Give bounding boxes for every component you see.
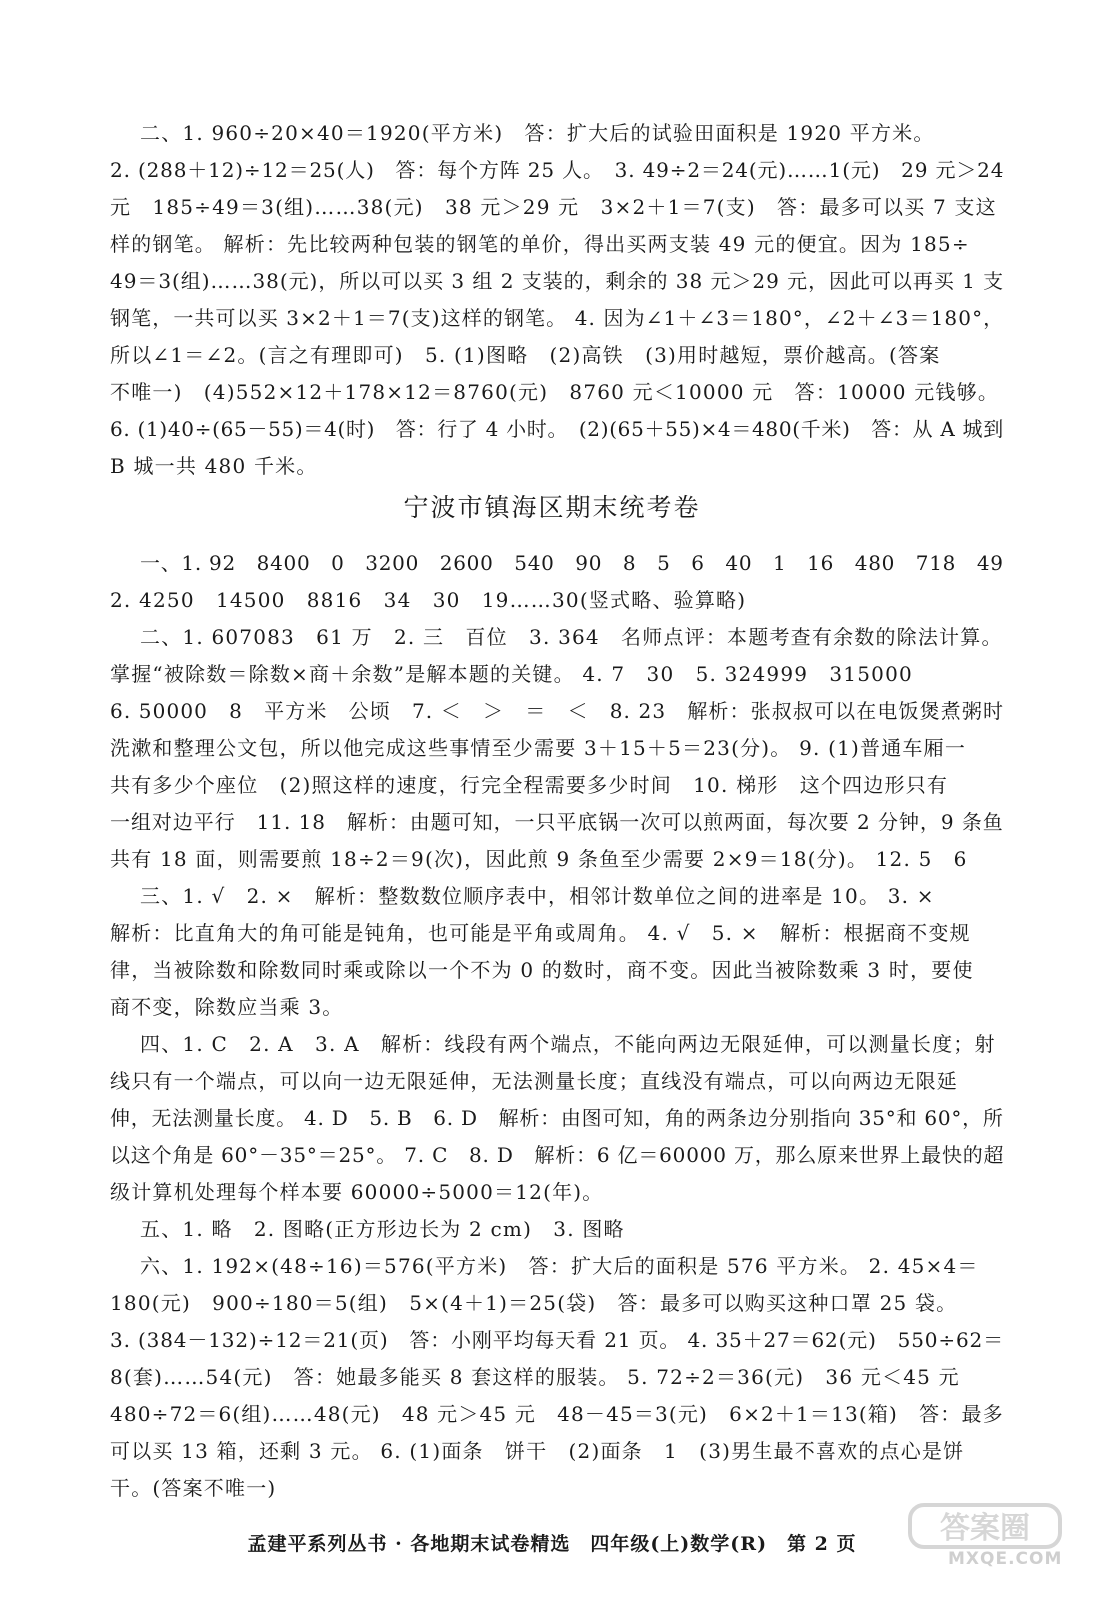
text-line: 商不变，除数应当乘 3。	[110, 995, 344, 1019]
text-line: 8(套)……54(元) 答：她最多能买 8 套这样的服装。 5. 72÷2＝36(元) 36 元＜45 元	[110, 1365, 960, 1389]
section-title: 宁波市镇海区期末统考卷	[403, 493, 701, 522]
watermark-logo	[906, 1497, 1076, 1577]
text-line: 干。(答案不唯一)	[110, 1476, 277, 1500]
watermark-mark-icon	[906, 1497, 1076, 1557]
text-line: 可以买 13 箱，还剩 3 元。 6. (1)面条 饼干 (2)面条 1 (3)男生最不喜欢的点心是饼	[110, 1439, 965, 1463]
text-line: 线只有一个端点，可以向一边无限延伸，无法测量长度；直线没有端点，可以向两边无限延	[110, 1069, 958, 1093]
text-line: 2. 4250 14500 8816 34 30 19……30(竖式略、验算略)	[110, 588, 747, 612]
text-line: 样的钢笔。 解析：先比较两种包装的钢笔的单价，得出买两支装 49 元的便宜。因为 185÷	[110, 232, 970, 256]
text-line: 律，当被除数和除数同时乘或除以一个不为 0 的数时，商不变。因此当被除数乘 3 时，要使	[110, 958, 974, 982]
text-line: 五、1. 略 2. 图略(正方形边长为 2 cm) 3. 图略	[140, 1217, 625, 1241]
text-line: 共有多少个座位 (2)照这样的速度，行完全程需要多少时间 10. 梯形 这个四边形只有	[110, 773, 949, 797]
text-line: 49＝3(组)……38(元)，所以可以买 3 组 2 支装的，剩余的 38 元＞29 元，因此可以再买 1 支	[110, 269, 1005, 293]
text-line: 6. (1)40÷(65－55)＝4(时) 答：行了 4 小时。 (2)(65＋55)×4＝480(千米) 答：从 A 城到	[110, 417, 1004, 441]
text-line: 3. (384－132)÷12＝21(页) 答：小刚平均每天看 21 页。 4. 35＋27＝62(元) 550÷62＝	[110, 1328, 1004, 1352]
text-line: 6. 50000 8 平方米 公顷 7. ＜ ＞ ＝ ＜ 8. 23 解析：张叔叔可以在电饭煲煮粥时	[110, 699, 1005, 723]
page-footer: 孟建平系列丛书 · 各地期末试卷精选 四年级(上)数学(R) 第 2 页	[247, 1533, 857, 1555]
text-line: 四、1. C 2. A 3. A 解析：线段有两个端点，不能向两边无限延伸，可以测量长度；射	[140, 1032, 996, 1056]
text-line: 洗漱和整理公文包，所以他完成这些事情至少需要 3＋15＋5＝23(分)。 9. (1)普通车厢一	[110, 736, 967, 760]
text-line: 二、1. 607083 61 万 2. 三 百位 3. 364 名师点评：本题考查有余数的除法计算。	[140, 625, 1003, 649]
text-line: 级计算机处理每个样本要 60000÷5000＝12(年)。	[110, 1180, 604, 1204]
text-line: 以这个角是 60°－35°＝25°。 7. C 8. D 解析：6 亿＝60000 万，那么原来世界上最快的超	[110, 1143, 1005, 1167]
text-line: 所以∠1＝∠2。(言之有理即可) 5. (1)图略 (2)高铁 (3)用时越短，票价越高。(答案	[110, 343, 941, 367]
text-line: 伸，无法测量长度。 4. D 5. B 6. D 解析：由图可知，角的两条边分别指向 35°和 60°，所	[110, 1106, 1004, 1130]
watermark-url: MXQE.COM	[948, 1549, 1063, 1569]
watermark-main-text: 答案圈	[940, 1511, 1030, 1546]
text-line: 一组对边平行 11. 18 解析：由题可知，一只平底锅一次可以煎两面，每次要 2 分钟，9 条鱼	[110, 810, 1004, 834]
text-line: 二、1. 960÷20×40＝1920(平方米) 答：扩大后的试验田面积是 1920 平方米。	[140, 121, 935, 145]
text-line: 480÷72＝6(组)……48(元) 48 元＞45 元 48－45＝3(元) 6×2＋1＝13(箱) 答：最多	[110, 1402, 1004, 1426]
text-line: 2. (288＋12)÷12＝25(人) 答：每个方阵 25 人。 3. 49÷2＝24(元)……1(元) 29 元＞24	[110, 158, 1005, 182]
text-line: 一、1. 92 8400 0 3200 2600 540 90 8 5 6 40 1 16 480 718 49	[140, 551, 1004, 575]
text-line: 三、1. √ 2. × 解析：整数数位顺序表中，相邻计数单位之间的进率是 10。 3. ×	[140, 884, 935, 908]
text-line: 掌握“被除数＝除数×商＋余数”是解本题的关键。 4. 7 30 5. 324999 315000	[110, 662, 913, 686]
text-line: 解析：比直角大的角可能是钝角，也可能是平角或周角。 4. √ 5. × 解析：根据商不变规	[110, 921, 971, 945]
text-line: 六、1. 192×(48÷16)＝576(平方米) 答：扩大后的面积是 576 平方米。 2. 45×4＝	[140, 1254, 979, 1278]
text-line: 元 185÷49＝3(组)……38(元) 38 元＞29 元 3×2＋1＝7(支) 答：最多可以买 7 支这	[110, 195, 997, 219]
text-line: 钢笔，一共可以买 3×2＋1＝7(支)这样的钢笔。 4. 因为∠1＋∠3＝180°，∠2＋∠3＝180°，	[110, 306, 1005, 330]
text-line: 180(元) 900÷180＝5(组) 5×(4＋1)＝25(袋) 答：最多可以购买这种口罩 25 袋。	[110, 1291, 958, 1315]
text-line: 共有 18 面，则需要煎 18÷2＝9(次)，因此煎 9 条鱼至少需要 2×9＝18(分)。 12. 5 6	[110, 847, 968, 871]
text-line: B 城一共 480 千米。	[110, 454, 318, 478]
text-line: 不唯一) (4)552×12＋178×12＝8760(元) 8760 元＜10000 元 答：10000 元钱够。	[110, 380, 1000, 404]
